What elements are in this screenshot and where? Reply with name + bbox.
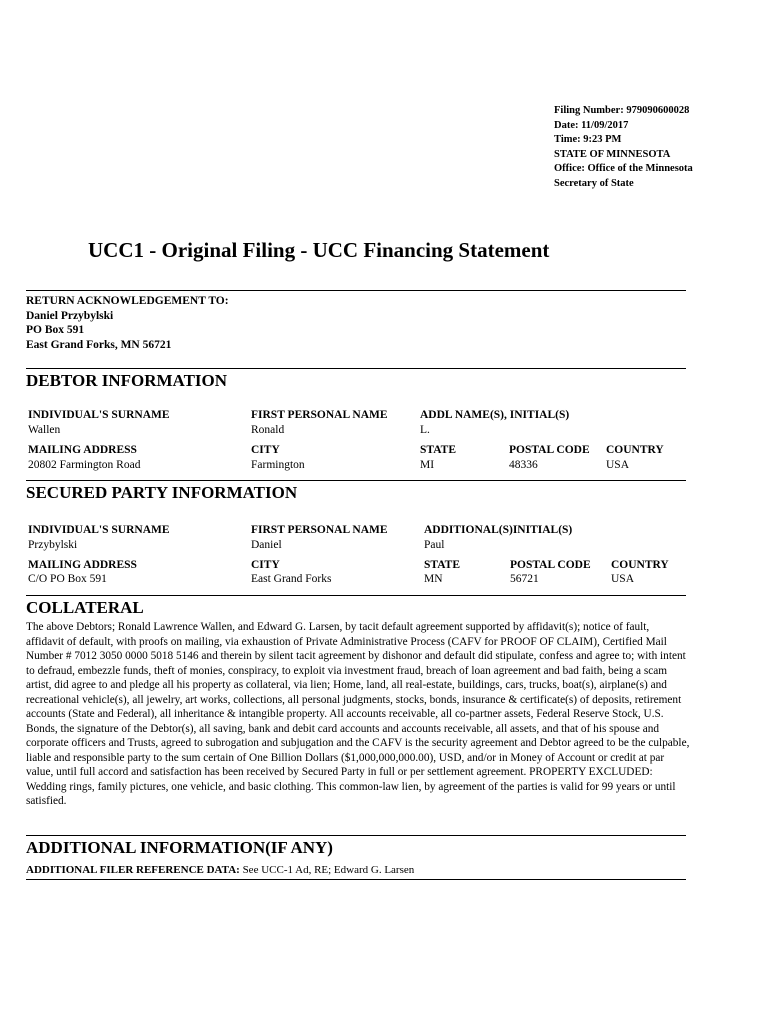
document-title: UCC1 - Original Filing - UCC Financing Statement [88,238,550,262]
debtor-addl: L. [420,424,430,436]
debtor-city-label: CITY [251,444,280,456]
filing-state: STATE OF MINNESOTA [554,148,671,160]
secured-first-label: FIRST PERSONAL NAME [251,524,388,536]
filing-office-cont: Secretary of State [554,177,634,189]
secured-country-label: COUNTRY [611,559,669,571]
filing-info [554,104,693,191]
secured-postal: 56721 [510,573,539,585]
filing-date: Date: 11/09/2017 [554,119,629,131]
collateral-heading: COLLATERAL [26,595,686,618]
debtor-country: USA [606,459,630,471]
secured-city-label: CITY [251,559,280,571]
debtor-surname: Wallen [28,424,61,436]
return-city-line: East Grand Forks, MN 56721 [26,338,172,351]
debtor-postal: 48336 [509,459,538,471]
additional-heading: ADDITIONAL INFORMATION(IF ANY) [26,835,686,858]
secured-addl: Paul [424,539,445,551]
return-acknowledgement [26,290,686,352]
debtor-postal-label: POSTAL CODE [509,444,590,456]
secured-addl-label: ADDITIONAL(S)INITIAL(S) [424,524,573,536]
debtor-heading: DEBTOR INFORMATION [26,368,686,391]
secured-postal-label: POSTAL CODE [510,559,591,571]
return-name: Daniel Przybylski [26,309,114,322]
secured-surname: Przybylski [28,539,78,551]
additional-filer-label: ADDITIONAL FILER REFERENCE DATA: [26,864,240,876]
filing-office: Office: Office of the Minnesota [554,163,693,174]
collateral-text: The above Debtors; Ronald Lawrence Wallen, and Edward G. Larsen, by tacit default agreement supported by affidavit(s); notice of fault, affidavit of default, with proofs on mailing, via exhaustion of Private Administrative Process (CAFV for PROOF OF CLAIM), Certified Mail Number # 7012 3050 0000 5018 5146 and therein by silent tacit agreement by dishonor and default did stipulate, confess and agree to; with intent to defraud, embezzle funds, theft of monies, conspiracy, to exploit via investment fraud, breach of loan agreement and bad faith, being a scam artist, did agree to and pledge all his property as collateral, via lien; Home, land, all real-estate, buildings, cars, trucks, boat(s), airplane(s) and recreational vehicle(s), all jewelry, art works, collections, all personal judgments, stocks, bonds, insurance & certificate(s) of deposits, retirement accounts (State and Federal), all inheritance & intangible property. All accounts receivable, all co-partner assets, Federal Reserve Stock, U.S. Bonds, the signature of the Debtor(s), all saving, bank and debit card accounts and accounts receivable, all assets, and that of his spouse and corporate officers and Trusts, agreed to subrogation and subjugation and the CAFV is the security agreement and Debtor agreed to be the culpable, liable and responsible party to the sum certain of One Billion Dollars ($1,000,000,000.00), USD, and/or in Money of Account or credit at par value, until full accord and satisfaction has been received by Secured Party in full or per settlement agreement. PROPERTY EXCLUDED: Wedding rings, family pictures, one vehicle, and basic clothing. This common-law lien, by agreement of the parties is valid for 99 years or until satisfied. [26,621,690,807]
secured-city: East Grand Forks [251,573,332,585]
debtor-addl-label: ADDL NAME(S), INITIAL(S) [420,409,570,421]
filing-time: Time: 9:23 PM [554,134,622,145]
secured-state: MN [424,573,443,585]
secured-surname-label: INDIVIDUAL'S SURNAME [28,524,170,536]
additional-filer-value: See UCC-1 Ad, RE; Edward G. Larsen [239,864,415,876]
debtor-city: Farmington [251,459,305,471]
secured-address: C/O PO Box 591 [28,573,107,585]
debtor-first: Ronald [251,424,285,436]
debtor-surname-label: INDIVIDUAL'S SURNAME [28,409,170,421]
secured-state-label: STATE [424,559,461,571]
return-po-box: PO Box 591 [26,324,85,336]
secured-country: USA [611,573,635,585]
debtor-address: 20802 Farmington Road [28,459,141,471]
debtor-country-label: COUNTRY [606,444,664,456]
filing-number: Filing Number: 979090600028 [554,105,690,116]
additional-filer-reference [26,864,686,880]
secured-address-label: MAILING ADDRESS [28,559,137,571]
secured-heading: SECURED PARTY INFORMATION [26,480,686,503]
secured-first: Daniel [251,539,282,551]
debtor-state-label: STATE [420,444,457,456]
return-label: RETURN ACKNOWLEDGEMENT TO: [26,295,229,307]
debtor-first-label: FIRST PERSONAL NAME [251,409,388,421]
debtor-state: MI [420,459,435,471]
debtor-address-label: MAILING ADDRESS [28,444,137,456]
